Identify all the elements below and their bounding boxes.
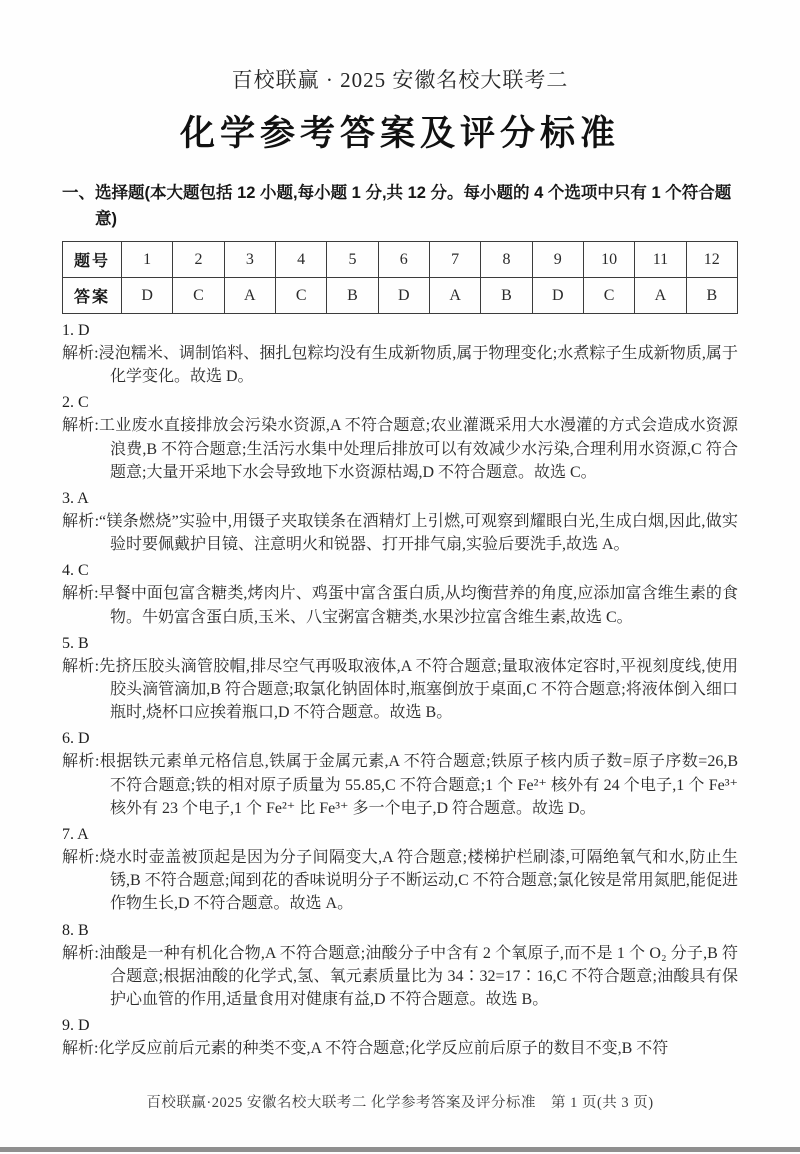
answer-row-header: 答案 (63, 278, 122, 314)
answer-cell: C (173, 278, 224, 314)
analysis-label: 解析: (62, 753, 100, 771)
section-heading: 一、选择题(本大题包括 12 小题,每小题 1 分,共 12 分。每小题的 4 个选项中只有 1 个符合题意) (62, 184, 732, 228)
analysis-text: “镁条燃烧”实验中,用镊子夹取镁条在酒精灯上引燃,可观察到耀眼白光,生成白烟,因此,做实验时要佩戴护目镜、注意明火和锐器、打开排气扇,实验后要洗手,故选 A。 (99, 513, 738, 554)
analysis-text: 早餐中面包富含糖类,烤肉片、鸡蛋中富含蛋白质,从均衡营养的角度,应添加富含维生素的食物。牛奶富含蛋白质,玉米、八宝粥富含糖类,水果沙拉富含维生素,故选 C。 (98, 585, 738, 626)
analysis-paragraph (62, 750, 738, 820)
analysis-text: 油酸是一种有机化合物,A 不符合题意;油酸分子中含有 2 个氧原子,而不是 1 个 O₂ 分子,B 符合题意;根据油酸的化学式,氢、氧元素质量比为 34∶32=17∶16,C 不符合题意;油酸具有保护心血管的作用,适量食用对健康有益,D 不符合题意。故选 B。 (98, 944, 738, 1009)
explanation-block-4 (62, 559, 738, 628)
analysis-paragraph (62, 1037, 738, 1060)
analysis-paragraph (62, 582, 738, 628)
question-number-cell: 11 (635, 242, 686, 278)
question-number-row (63, 242, 738, 278)
analysis-paragraph (62, 414, 738, 484)
answer-cell: C (275, 278, 326, 314)
answer-cell: B (481, 278, 532, 314)
page-title: 化学参考答案及评分标准 (179, 114, 620, 153)
question-row-header: 题号 (63, 242, 122, 278)
question-answer-heading: 8. B (62, 921, 89, 939)
analysis-paragraph (62, 942, 738, 1012)
question-answer-heading: 2. C (62, 394, 89, 412)
analysis-label: 解析: (62, 345, 99, 362)
answer-cell: C (583, 278, 634, 314)
explanations-list (62, 319, 738, 1060)
question-answer-heading: 4. C (62, 562, 89, 580)
analysis-paragraph (62, 510, 738, 556)
analysis-text: 根据铁元素单元格信息,铁属于金属元素,A 不符合题意;铁原子核内质子数=原子序数=26,B 不符合题意;铁的相对原子质量为 55.85,C 不符合题意;1 个 Fe²⁺ 核外有 24 个电子,1 个 Fe³⁺ 核外有 23 个电子,1 个 Fe²⁺ 比 Fe³⁺ 多一个电子,D 符合题意。故选 D。 (99, 753, 739, 817)
explanation-block-6 (62, 727, 738, 820)
analysis-paragraph (62, 655, 738, 725)
analysis-label: 解析: (62, 513, 100, 531)
explanation-block-3 (62, 487, 738, 556)
analysis-text: 烧水时壶盖被顶起是因为分子间隔变大,A 符合题意;楼梯护栏刷漆,可隔绝氧气和水,防止生锈,B 不符合题意;闻到花的香味说明分子不断运动,C 不符合题意;氯化铵是常用氮肥,能促进作物生长,D 不符合题意。故选 A。 (99, 849, 738, 913)
analysis-label: 解析: (62, 657, 100, 675)
question-number-cell: 3 (224, 242, 275, 278)
analysis-paragraph (62, 846, 738, 916)
analysis-label: 解析: (62, 585, 99, 603)
analysis-paragraph (62, 342, 738, 388)
explanation-block-1 (62, 319, 738, 388)
analysis-label: 解析: (62, 944, 99, 962)
answer-cell: D (378, 278, 429, 314)
answer-cell: B (686, 278, 737, 314)
question-number-cell: 6 (378, 242, 429, 278)
answer-cell: A (635, 278, 686, 314)
question-answer-heading: 3. A (62, 490, 89, 508)
question-answer-heading: 9. D (62, 1017, 90, 1035)
question-answer-heading: 1. D (62, 322, 90, 339)
answer-cell: B (327, 278, 378, 314)
question-number-cell: 10 (583, 242, 634, 278)
analysis-label: 解析: (62, 1040, 99, 1058)
analysis-label: 解析: (62, 417, 99, 435)
analysis-text: 化学反应前后元素的种类不变,A 不符合题意;化学反应前后原子的数目不变,B 不符 (98, 1040, 669, 1058)
question-answer-heading: 5. B (62, 634, 89, 652)
question-number-cell: 9 (532, 242, 583, 278)
analysis-text: 浸泡糯米、调制馅料、捆扎包粽均没有生成新物质,属于物理变化;水煮粽子生成新物质,属于化学变化。故选 D。 (98, 345, 738, 386)
scan-edge-shadow (0, 1147, 800, 1152)
explanation-block-8 (62, 919, 738, 1012)
answer-cell: A (429, 278, 480, 314)
explanation-block-5 (62, 632, 738, 725)
question-number-cell: 4 (275, 242, 326, 278)
answer-cell: D (532, 278, 583, 314)
explanation-block-2 (62, 391, 738, 484)
explanation-block-7 (62, 823, 738, 916)
question-number-cell: 2 (173, 242, 224, 278)
question-number-cell: 5 (327, 242, 378, 278)
question-number-cell: 1 (122, 242, 173, 278)
question-number-cell: 7 (429, 242, 480, 278)
answer-cell: A (224, 278, 275, 314)
answer-cell: D (122, 278, 173, 314)
document-content (62, 180, 738, 1060)
question-answer-heading: 7. A (62, 826, 89, 844)
answer-key-table (62, 241, 738, 314)
answer-row (63, 278, 738, 314)
question-answer-heading: 6. D (62, 730, 90, 748)
page-footer: 百校联赢·2025 安徽名校大联考二 化学参考答案及评分标准 第 1 页(共 3 页) (146, 1095, 654, 1111)
question-number-cell: 12 (686, 242, 737, 278)
analysis-text: 先挤压胶头滴管胶帽,排尽空气再吸取液体,A 不符合题意;量取液体定容时,平视刻度线,使用胶头滴管滴加,B 符合题意;取氯化钠固体时,瓶塞倒放于桌面,C 不符合题意;将液体倒入细口瓶时,烧杯口应挨着瓶口,D 不符合题意。故选 B。 (99, 657, 738, 722)
explanation-block-9 (62, 1014, 738, 1060)
exam-series-header: 百校联赢 · 2025 安徽名校大联考二 (231, 68, 569, 92)
analysis-label: 解析: (62, 849, 100, 867)
question-number-cell: 8 (481, 242, 532, 278)
analysis-text: 工业废水直接排放会污染水资源,A 不符合题意;农业灌溉采用大水漫灌的方式会造成水资源浪费,B 不符合题意;生活污水集中处理后排放可以有效减少水污染,合理利用水资源,C 符合题意;大量开采地下水会导致地下水资源枯竭,D 不符合题意。故选 C。 (98, 417, 738, 481)
